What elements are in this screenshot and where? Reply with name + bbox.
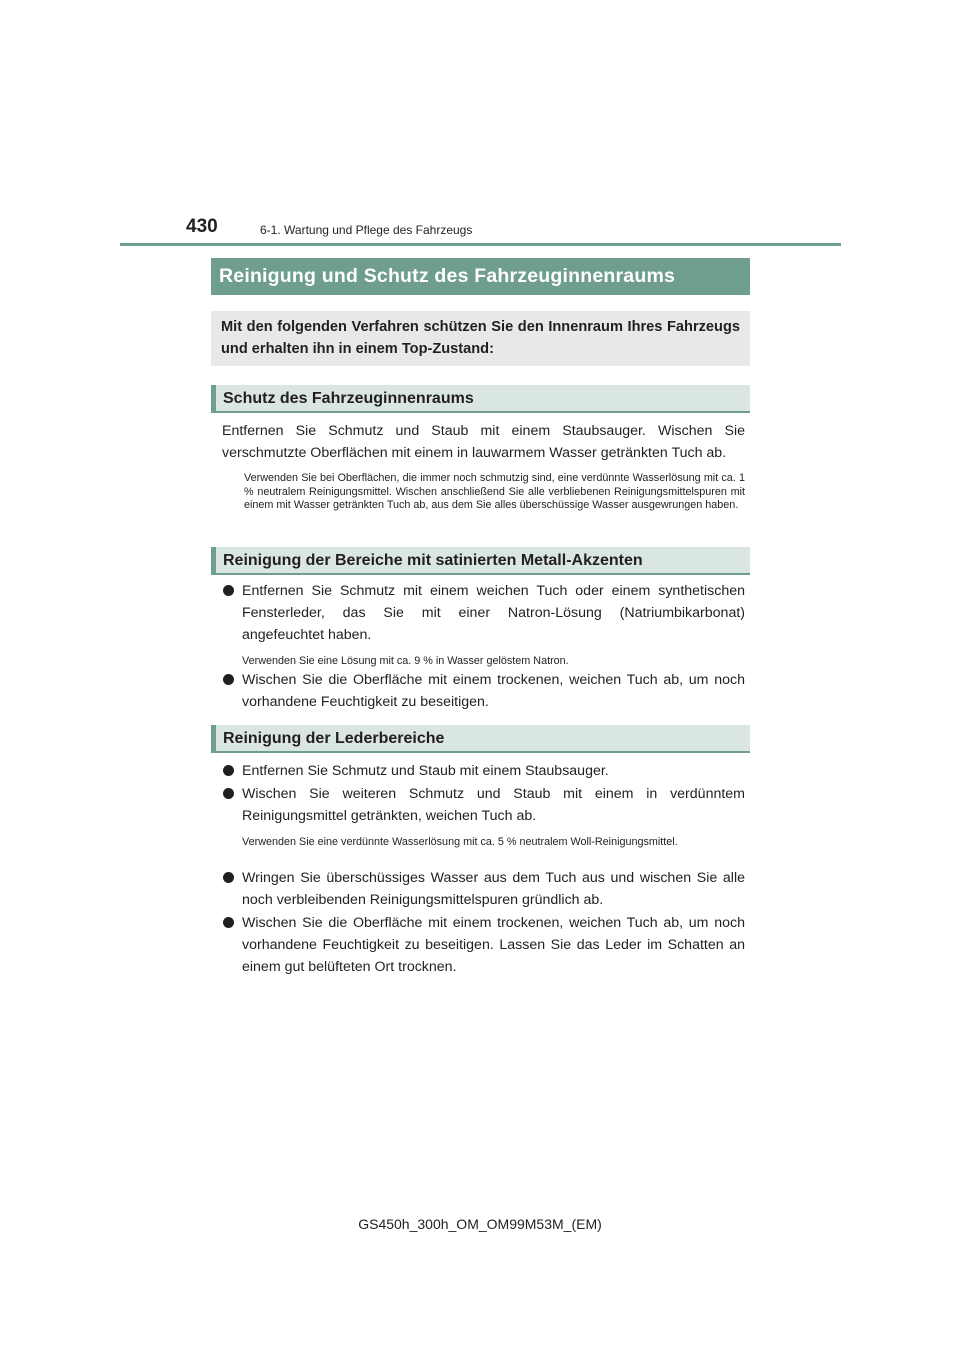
bullet-icon: [223, 917, 234, 928]
bullet-icon: [223, 788, 234, 799]
list-item: [222, 867, 745, 911]
list-item-text: Entfernen Sie Schmutz und Staub mit einem Staubsauger.: [242, 763, 609, 779]
page-title: Reinigung und Schutz des Fahrzeuginnenraums: [211, 258, 750, 295]
bullet-icon: [223, 585, 234, 596]
section-heading-metall: Reinigung der Bereiche mit satinierten Metall-Akzenten: [211, 547, 750, 575]
section-paragraph: Entfernen Sie Schmutz und Staub mit einem Staubsauger. Wischen Sie verschmutzte Oberflächen mit einem in lauwarmem Wasser getränkten Tuch ab.: [222, 423, 745, 461]
section-heading-leder: Reinigung der Lederbereiche: [211, 725, 750, 753]
section-note: Verwenden Sie bei Oberflächen, die immer noch schmutzig sind, eine verdünnte Wasserlösung mit ca. 1 % neutralem Reinigungsmittel. Wischen anschließend Sie alle verbliebenen Reinigungsmittelspuren mit einem mit Wasser getränkten Tuch ab, aus dem Sie alles überschüssige Wasser ausgewrungen haben.: [244, 472, 745, 512]
list-item: [222, 912, 745, 978]
bullet-icon: [223, 872, 234, 883]
page-number: 430: [186, 216, 218, 237]
list-item-text: Wischen Sie die Oberfläche mit einem trockenen, weichen Tuch ab, um noch vorhandene Feuchtigkeit zu beseitigen. Lassen Sie das Leder im Schatten an einem gut belüfteten Ort trocknen.: [242, 915, 745, 975]
list-item: [222, 669, 745, 713]
header-divider: [120, 243, 841, 246]
chapter-title: 6-1. Wartung und Pflege des Fahrzeugs: [260, 223, 473, 237]
list-item-text: Wringen Sie überschüssiges Wasser aus dem Tuch aus und wischen Sie alle noch verbleibenden Reinigungsmittelspuren gründlich ab.: [242, 870, 745, 908]
document-footer: GS450h_300h_OM_OM99M53M_(EM): [358, 1216, 602, 1232]
list-item-note: Verwenden Sie eine Lösung mit ca. 9 % in Wasser gelöstem Natron.: [242, 655, 569, 667]
list-item-text: Entfernen Sie Schmutz mit einem weichen Tuch oder einem synthetischen Fensterleder, das Sie mit einer Natron-Lösung (Natriumbikarbonat) angefeuchtet haben.: [242, 583, 745, 643]
list-item-note: Verwenden Sie eine verdünnte Wasserlösung mit ca. 5 % neutralem Woll-Reinigungsmittel.: [242, 836, 678, 848]
list-item: [222, 760, 745, 782]
bullet-icon: [223, 765, 234, 776]
section-heading-schutz: Schutz des Fahrzeuginnenraums: [211, 385, 750, 413]
bullet-icon: [223, 674, 234, 685]
list-item: [222, 783, 745, 827]
list-item: [222, 580, 745, 646]
intro-box: Mit den folgenden Verfahren schützen Sie den Innenraum Ihres Fahrzeugs und erhalten ihn in einem Top-Zustand:: [211, 311, 750, 366]
list-item-text: Wischen Sie die Oberfläche mit einem trockenen, weichen Tuch ab, um noch vorhandene Feuchtigkeit zu beseitigen.: [242, 672, 745, 710]
page-header: [186, 212, 786, 242]
list-item-text: Wischen Sie weiteren Schmutz und Staub mit einem in verdünntem Reinigungsmittel getränkten, weichen Tuch ab.: [242, 786, 745, 824]
